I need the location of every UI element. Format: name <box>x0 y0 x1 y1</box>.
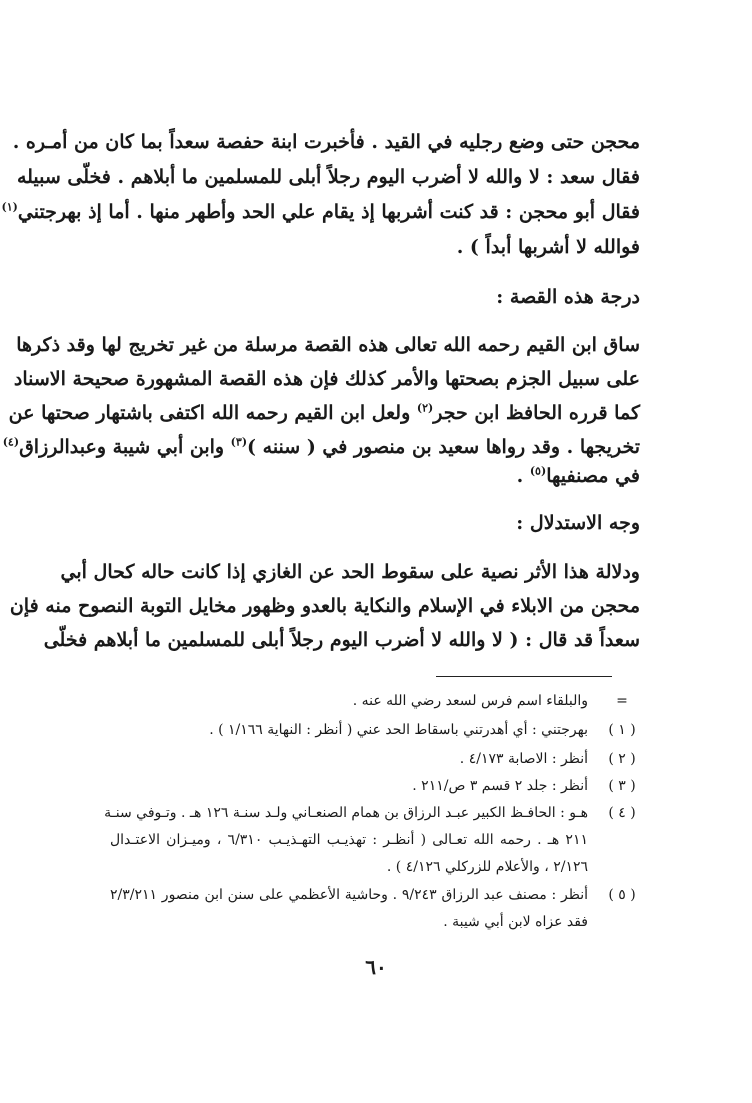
footnote-4-cont <box>110 853 640 881</box>
footnote-5-cont <box>110 908 640 936</box>
body-text: كما قرره الحافظ ابن حجر <box>433 402 640 424</box>
footnote-ref[interactable]: (٤) <box>2 435 20 449</box>
continuation-marker: = <box>616 693 628 709</box>
footnote-separator <box>436 676 612 677</box>
footnote-number: ( ٤ ) <box>608 805 636 821</box>
footnote-text: والبلقاء اسم فرس لسعد رضي الله عنه . <box>352 693 588 709</box>
body-text: تخريجها . وقد رواها سعيد بن منصور في ( سننه ) <box>247 436 640 458</box>
footnote-number: ( ٢ ) <box>608 751 636 767</box>
footnote-text: أنظر : جلد ٢ قسم ٣ ص/٢١١ . <box>412 778 588 794</box>
footnote-5 <box>110 881 640 909</box>
footnote-1 <box>110 716 640 744</box>
footnote-number: ( ٣ ) <box>608 778 636 794</box>
body-text: وابن أبي شيبة وعبدالرزاق <box>19 436 231 458</box>
footnote-text: أنظر : مصنف عبد الرزاق ٩/٢٤٣ . وحاشية الأعظمي على سنن ابن منصور ٢/٣/٢١١ <box>110 887 588 903</box>
page-number: ٦٠ <box>365 955 387 979</box>
body-line <box>2 433 640 461</box>
body-text: . <box>516 465 530 487</box>
footnote-number: ( ٥ ) <box>608 887 636 903</box>
body-line: محجن حتى وضع رجليه في القيد . فأخبرت ابنة حفصة سعداً بما كان من أمـره . <box>12 131 640 153</box>
section-heading: درجة هذه القصة : <box>496 286 640 308</box>
footnote-ref[interactable]: (٢) <box>416 401 434 415</box>
body-line: على سبيل الجزم بصحتها والأمر كذلك فإن هذه القصة المشهورة صحيحة الاسناد <box>13 368 640 390</box>
body-line <box>1 198 640 226</box>
footnote-ref[interactable]: (١) <box>1 200 18 214</box>
body-line: سعداً قد قال : ( لا والله لا أضرب اليوم رجلاً أبلى للمسلمين ما أبلاهم فخلّى <box>43 629 640 651</box>
footnote-ref[interactable]: (٥) <box>529 464 547 478</box>
footnote-3 <box>110 772 640 800</box>
footnote-4 <box>104 799 640 827</box>
footnote-4-cont <box>110 826 640 854</box>
footnote-text: ٢/١٢٦ ، والأعلام للزركلي ٤/١٢٦ ) . <box>386 859 588 875</box>
footnote-number: ( ١ ) <box>608 722 636 738</box>
body-text: في مصنفيها <box>546 465 640 487</box>
footnote-text: بهرجتني : أي أهدرتني باسقاط الحد عني ( أنظر : النهاية ١/١٦٦ ) . <box>209 722 588 738</box>
footnote-text: ٢١١ هـ . رحمه الله تعـالى ( أنظـر : تهذيـب التهـذيـب ٦/٣١٠ ، وميـزان الاعتـدال <box>110 832 588 848</box>
footnote-text: فقد عزاه لابن أبي شيبة . <box>443 914 588 930</box>
footnote-continuation <box>110 687 640 715</box>
footnote-2 <box>110 745 640 773</box>
footnote-text: هـو : الحافـظ الكبير عبـد الرزاق بن همام الصنعـاني ولـد سنـة ١٢٦ هـ . وتـوفي سنـة <box>104 805 588 821</box>
body-line: ودلالة هذا الأثر نصية على سقوط الحد عن الغازي إذا كانت حاله كحال أبي <box>60 561 640 583</box>
section-heading: وجه الاستدلال : <box>516 512 640 534</box>
body-line <box>8 399 640 427</box>
body-line <box>110 462 640 490</box>
body-line: محجن من الابلاء في الإسلام والنكاية بالعدو وظهور مخايل التوبة النصوح منه فإن <box>9 595 640 617</box>
body-line: فوالله لا أشربها أبداً ) . <box>456 236 640 258</box>
footnote-text: أنظر : الاصابة ٤/١٧٣ . <box>459 751 588 767</box>
body-text: فقال أبو محجن : قد كنت أشربها إذ يقام علي الحد وأطهر منها . أما إذ بهرجتني <box>17 201 640 223</box>
body-text: ولعل ابن القيم رحمه الله اكتفى باشتهار صحتها عن <box>8 402 417 424</box>
body-line: ساق ابن القيم رحمه الله تعالى هذه القصة مرسلة من غير تخريج لها وقد ذكرها <box>16 334 640 356</box>
body-line: فقال سعد : لا والله لا أضرب اليوم رجلاً أبلى للمسلمين ما أبلاهم . فخلّى سبيله <box>16 166 640 188</box>
footnote-ref[interactable]: (٣) <box>230 435 248 449</box>
